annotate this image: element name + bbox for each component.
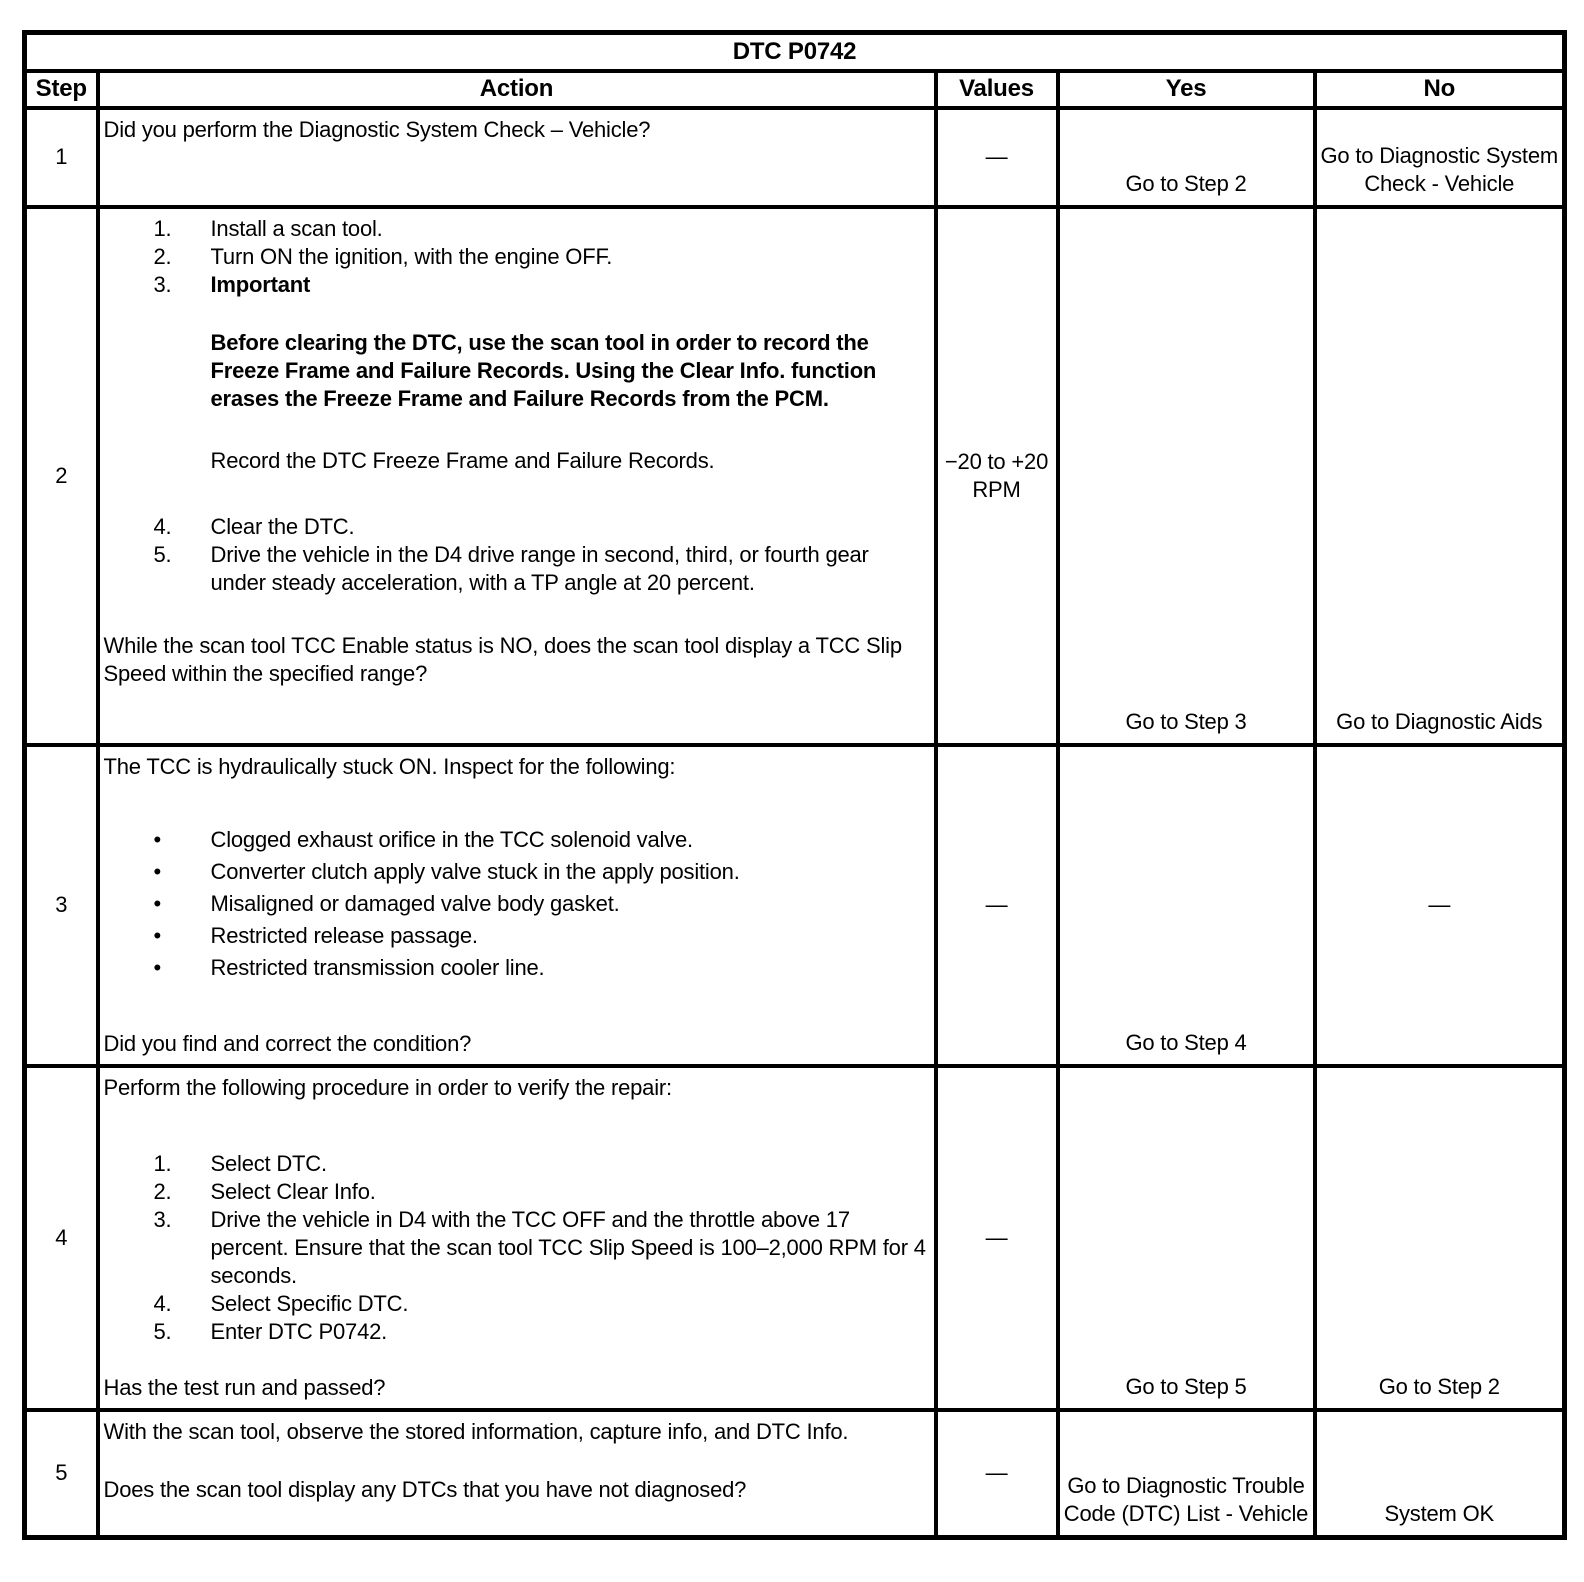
list-marker: 4. — [153, 1290, 172, 1316]
bullet-icon: • — [153, 826, 162, 852]
list-marker: 5. — [153, 541, 172, 567]
yes-cell: Go to Step 4 — [1058, 745, 1315, 1066]
list-item: 1. Select DTC. — [153, 1150, 327, 1176]
step-cell: 1 — [25, 108, 98, 207]
step-cell: 2 — [25, 207, 98, 745]
bullet-item: • Converter clutch apply valve stuck in the apply position. — [153, 858, 740, 884]
table-row — [25, 108, 1565, 207]
table-title: DTC P0742 — [25, 33, 1565, 71]
step-cell: 4 — [25, 1066, 98, 1410]
yes-cell: Go to Step 2 — [1058, 108, 1315, 207]
action-question: Did you perform the Diagnostic System Check – Vehicle? — [103, 116, 651, 142]
no-cell: Go to Diagnostic Aids — [1315, 207, 1565, 745]
header-row — [25, 71, 1565, 108]
step-cell: 3 — [25, 745, 98, 1066]
action-cell — [98, 207, 936, 745]
values-cell: — — [936, 745, 1058, 1066]
values-cell: — — [936, 108, 1058, 207]
list-item: 1. Install a scan tool. — [153, 215, 383, 241]
yes-cell: Go to Step 3 — [1058, 207, 1315, 745]
bullet-icon: • — [153, 954, 162, 980]
document-page — [22, 30, 1567, 1540]
action-intro: With the scan tool, observe the stored information, capture info, and DTC Info. — [103, 1418, 849, 1444]
no-cell: System OK — [1315, 1410, 1565, 1538]
dtc-table — [22, 30, 1567, 1540]
list-marker: 1. — [153, 1150, 172, 1176]
bullet-item: • Misaligned or damaged valve body gasket. — [153, 890, 620, 916]
col-header-action: Action — [98, 71, 936, 108]
table-row — [25, 1410, 1565, 1538]
no-cell: Go to Diagnostic System Check - Vehicle — [1315, 108, 1565, 207]
action-question: Did you find and correct the condition? — [103, 1030, 472, 1056]
action-cell — [98, 1410, 936, 1538]
col-header-values: Values — [936, 71, 1058, 108]
bullet-icon: • — [153, 858, 162, 884]
action-question: Has the test run and passed? — [103, 1374, 386, 1400]
list-item: 4. Clear the DTC. — [153, 513, 355, 539]
col-header-step: Step — [25, 71, 98, 108]
action-cell — [98, 745, 936, 1066]
list-item: 4. Select Specific DTC. — [153, 1290, 409, 1316]
table-row — [25, 745, 1565, 1066]
values-cell: −20 to +20 RPM — [936, 207, 1058, 745]
action-intro: Perform the following procedure in order to verify the repair: — [103, 1074, 672, 1100]
list-marker: 4. — [153, 513, 172, 539]
action-cell — [98, 108, 936, 207]
list-item: 3. Drive the vehicle in D4 with the TCC OFF and the throttle above 17 percent. Ensure that the scan tool TCC Slip Speed is 100–2,000 RPM for 4 seconds. — [153, 1206, 926, 1288]
no-cell: — — [1315, 745, 1565, 1066]
bullet-item: • Restricted transmission cooler line. — [153, 954, 545, 980]
list-item: 5. Drive the vehicle in the D4 drive range in second, third, or fourth gear under steady acceleration, with a TP angle at 20 percent. — [153, 541, 869, 595]
table-row — [25, 207, 1565, 745]
table-row — [25, 1066, 1565, 1410]
bullet-icon: • — [153, 922, 162, 948]
step-cell: 5 — [25, 1410, 98, 1538]
title-row — [25, 33, 1565, 71]
list-item: 2. Turn ON the ignition, with the engine OFF. — [153, 243, 613, 269]
bullet-item: • Clogged exhaust orifice in the TCC solenoid valve. — [153, 826, 693, 852]
yes-cell: Go to Step 5 — [1058, 1066, 1315, 1410]
col-header-yes: Yes — [1058, 71, 1315, 108]
yes-cell: Go to Diagnostic Trouble Code (DTC) List - Vehicle — [1058, 1410, 1315, 1538]
bullet-item: • Restricted release passage. — [153, 922, 478, 948]
list-marker: 2. — [153, 1178, 172, 1204]
col-header-no: No — [1315, 71, 1565, 108]
important-note: Before clearing the DTC, use the scan tool in order to record the Freeze Frame and Failure Records. Using the Clear Info. function erases the Freeze Frame and Failure Records from the PCM. — [210, 329, 877, 411]
bullet-icon: • — [153, 890, 162, 916]
list-marker: 3. — [153, 1206, 172, 1232]
list-item: 2. Select Clear Info. — [153, 1178, 376, 1204]
list-item: 5. Enter DTC P0742. — [153, 1318, 388, 1344]
no-cell: Go to Step 2 — [1315, 1066, 1565, 1410]
values-cell: — — [936, 1066, 1058, 1410]
list-marker: 1. — [153, 215, 172, 241]
list-marker: 5. — [153, 1318, 172, 1344]
values-cell: — — [936, 1410, 1058, 1538]
record-note: Record the DTC Freeze Frame and Failure Records. — [210, 447, 715, 473]
action-cell — [98, 1066, 936, 1410]
action-question: Does the scan tool display any DTCs that you have not diagnosed? — [103, 1476, 747, 1502]
action-question: While the scan tool TCC Enable status is NO, does the scan tool display a TCC Slip Speed within the specified range? — [103, 632, 902, 686]
list-marker: 3. — [153, 271, 172, 297]
list-item: 3. Important — [153, 271, 311, 297]
action-intro: The TCC is hydraulically stuck ON. Inspect for the following: — [103, 753, 676, 779]
list-marker: 2. — [153, 243, 172, 269]
